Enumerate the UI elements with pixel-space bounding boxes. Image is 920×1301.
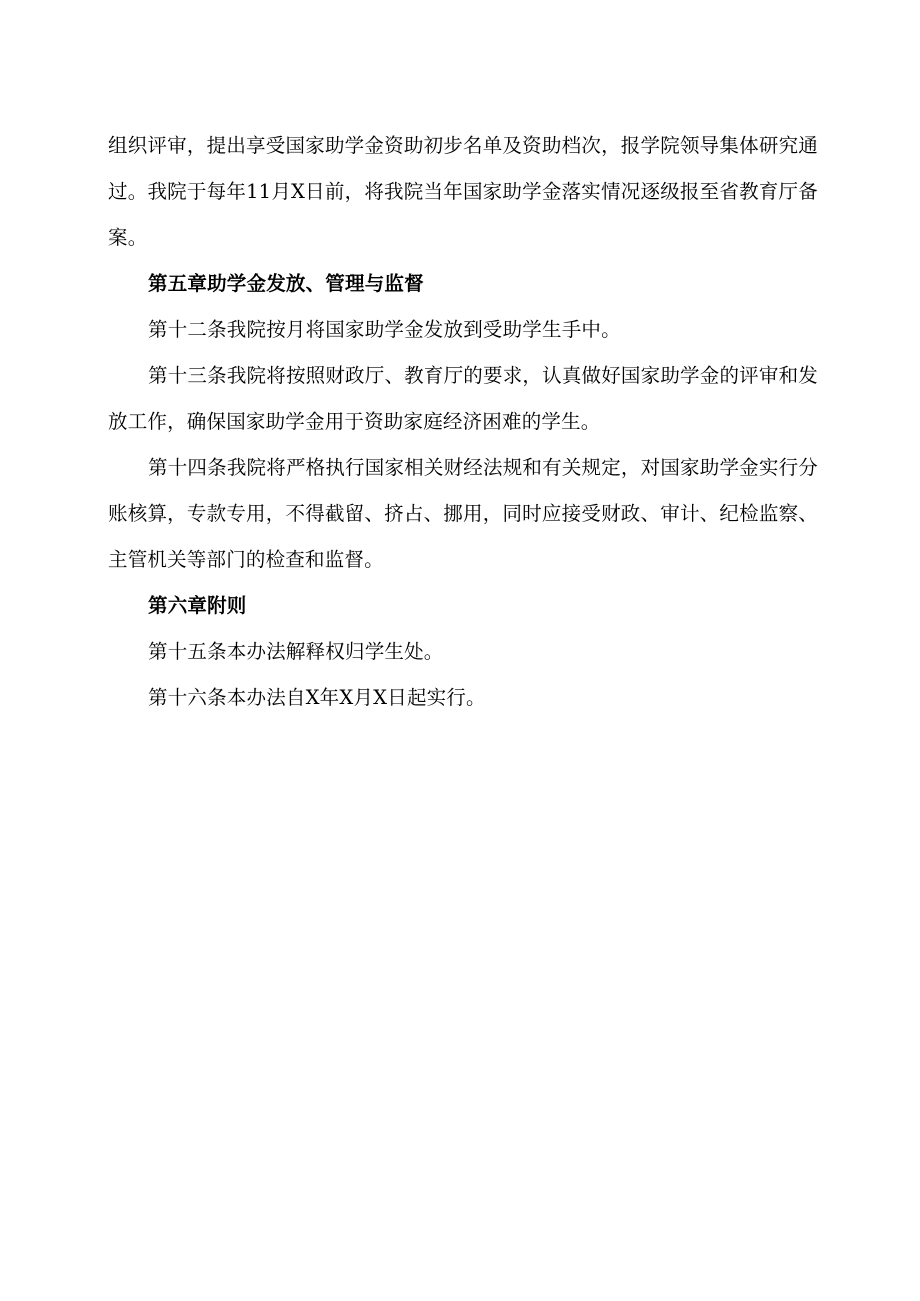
paragraph-continuation: 组织评审，提出享受国家助学金资助初步名单及资助档次，报学院领导集体研究通过。我院于每年11月X日前，将我院当年国家助学金落实情况逐级报至省教育厅备案。 — [108, 134, 818, 249]
article-12: 第十二条我院按月将国家助学金发放到受助学生手中。 — [148, 318, 621, 341]
article-15: 第十五条本办法解释权归学生处。 — [148, 640, 444, 663]
chapter-6-heading: 第六章附则 — [148, 594, 247, 617]
article-13: 第十三条我院将按照财政厅、教育厅的要求，认真做好国家助学金的评审和发放工作，确保国家助学金用于资助家庭经济困难的学生。 — [108, 364, 818, 433]
document-body — [108, 123, 818, 721]
chapter-5-heading: 第五章助学金发放、管理与监督 — [148, 272, 424, 295]
article-14: 第十四条我院将严格执行国家相关财经法规和有关规定，对国家助学金实行分账核算，专款专用，不得截留、挤占、挪用，同时应接受财政、审计、纪检监察、主管机关等部门的检查和监督。 — [108, 456, 818, 571]
article-16: 第十六条本办法自X年X月X日起实行。 — [148, 686, 486, 709]
